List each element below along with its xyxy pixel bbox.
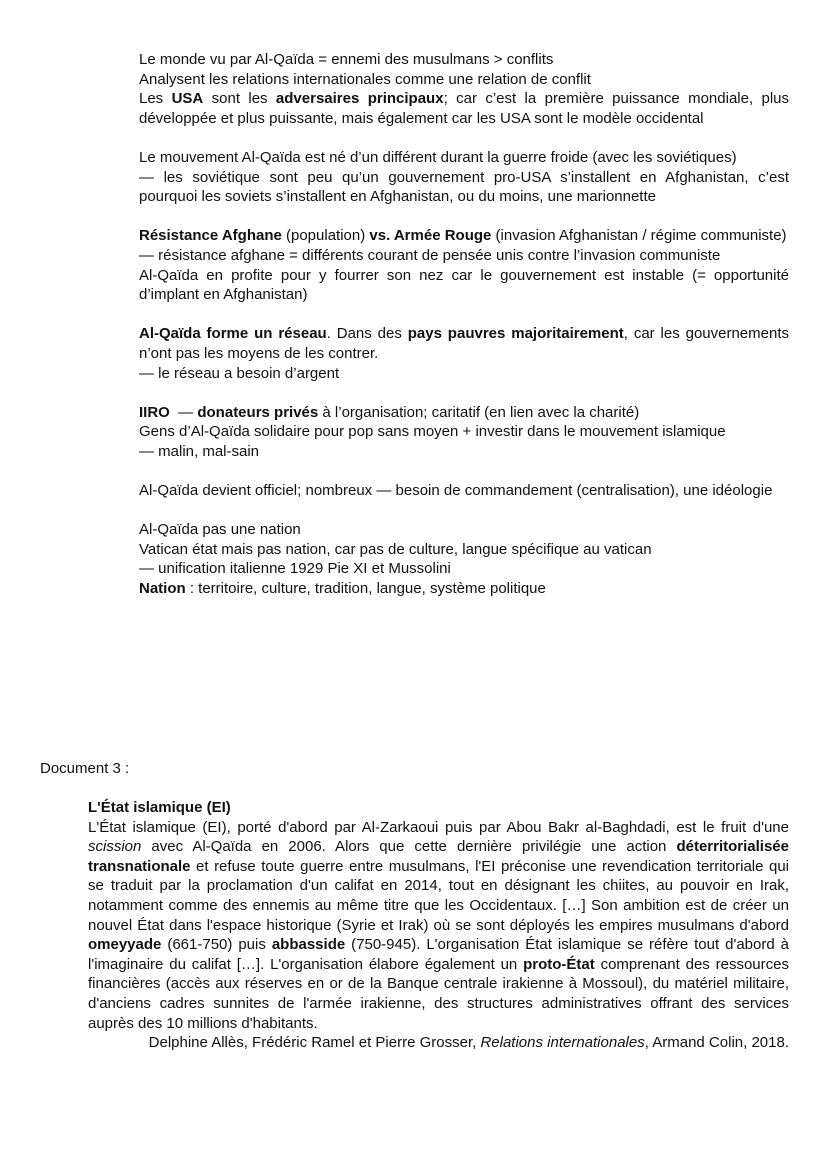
text-run: (661-750) puis	[161, 936, 272, 954]
notes-line	[139, 579, 789, 599]
notes-paragraph-resistance	[139, 226, 789, 304]
notes-line: Le mouvement Al-Qaïda est né d’un différent durant la guerre froide (avec les soviétiques)	[139, 148, 737, 166]
text-run: , car les gouvernements n’ont pas les moyens de les contrer.	[139, 325, 789, 362]
document-label: Document 3 :	[40, 760, 130, 777]
notes-line: — le réseau a besoin d’argent	[139, 364, 340, 382]
notes-line: Gens d’Al-Qaïda solidaire pour pop sans moyen + investir dans le mouvement islamique	[139, 423, 726, 441]
notes-line: — les soviétique sont peu qu’un gouvernement pro-USA s’installent en Afghanistan, c’est pourquoi les soviets s’installent en Afghanistan, ou du moins, une marionnette	[139, 168, 789, 206]
document-title-text: L'État islamique (EI)	[88, 799, 231, 816]
bold-abbasside: abbasside	[271, 936, 346, 954]
text-run: . Dans des	[326, 325, 408, 343]
text-run: (population)	[281, 227, 370, 245]
bold-reseau: Al-Qaïda forme un réseau	[139, 325, 327, 343]
text-run: (invasion Afghanistan / régime communiste)	[491, 227, 787, 245]
text-run: avec Al-Qaïda en 2006. Alors que cette dernière privilégie une action	[141, 838, 677, 856]
text-run: , Armand Colin, 2018.	[644, 1034, 789, 1052]
course-notes	[139, 50, 789, 618]
italic-scission: scission	[88, 838, 142, 856]
document-source	[88, 1033, 789, 1053]
notes-line: — malin, mal-sain	[139, 442, 260, 460]
notes-paragraph-origin	[139, 148, 789, 207]
bold-iiro: IIRO	[139, 403, 170, 421]
document-title	[88, 798, 789, 818]
notes-line: Vatican état mais pas nation, car pas de culture, langue spécifique au vatican	[139, 540, 652, 558]
notes-paragraph-network	[139, 324, 789, 383]
bold-usa: USA	[171, 90, 204, 108]
notes-line: Analysent les relations internationales comme une relation de conflit	[139, 70, 591, 88]
bold-proto-etat: proto-État	[523, 955, 595, 973]
bold-resistance: Résistance Afghane	[139, 227, 282, 245]
document-body	[88, 818, 789, 1034]
text-run: et refuse toute guerre entre musulmans, l'EI préconise une revendication territoriale qui se traduit par la proclamation d'un califat en 2014, tout en désignant les chiites, au pouvoir en Irak, notamment comme des ennemis au même titre que les Occidentaux. […] Son ambition est de créer un nouvel État dans l'espace historique (Syrie et Irak) où se sont déployés les empires musulmans d'abord	[88, 857, 789, 934]
notes-line	[139, 226, 789, 246]
notes-line	[139, 89, 789, 128]
notes-line	[139, 403, 789, 423]
bold-pays-pauvres: pays pauvres majoritairement	[407, 325, 624, 343]
text-run: L'État islamique (EI), porté d'abord par Al-Zarkaoui puis par Abou Bakr al-Baghdadi, est le fruit d'une	[88, 818, 789, 836]
document-3-excerpt	[88, 798, 789, 1053]
bold-armee-rouge: vs. Armée Rouge	[369, 227, 492, 245]
notes-paragraph-iiro	[139, 403, 789, 462]
notes-line: Al-Qaïda pas une nation	[139, 521, 301, 539]
text-run: (750-945). L'organisation État islamique se réfère tout d'abord à l'imaginaire du califat […]. L'organisation élabore également un	[88, 936, 789, 973]
text-run: ; car c’est la première puissance mondiale, plus développée et plus puissante, mais également car les USA sont le modèle occidental	[139, 90, 790, 127]
notes-line	[139, 324, 789, 363]
text-run: Delphine Allès, Frédéric Ramel et Pierre Grosser,	[148, 1034, 481, 1052]
bold-donateurs: donateurs privés	[197, 403, 319, 421]
notes-line: Le monde vu par Al-Qaïda = ennemi des musulmans > conflits	[139, 51, 554, 68]
bold-omeyyade: omeyyade	[88, 936, 162, 954]
bold-deterritorialisee: déterritorialisée transnationale	[88, 838, 789, 875]
notes-paragraph-nation	[139, 520, 789, 598]
text-run: : territoire, culture, tradition, langue, système politique	[185, 580, 546, 598]
text-run: Les	[139, 90, 172, 108]
notes-line: — résistance afghane = différents courant de pensée unis contre l’invasion communiste	[139, 246, 721, 264]
bold-nation: Nation	[139, 580, 186, 598]
text-run: à l’organisation; caritatif (en lien avec la charité)	[318, 403, 640, 421]
notes-paragraph-worldview	[139, 50, 789, 128]
notes-line: Al-Qaïda en profite pour y fourrer son nez car le gouvernement est instable (= opportunité d’implant en Afghanistan)	[139, 266, 789, 304]
notes-paragraph-official	[139, 481, 789, 501]
italic-source-title: Relations internationales	[480, 1034, 645, 1052]
text-run: sont les	[203, 90, 276, 108]
bold-adversaires: adversaires principaux	[275, 90, 444, 108]
text-run: —	[169, 403, 198, 421]
notes-line: Al-Qaïda devient officiel; nombreux — besoin de commandement (centralisation), une idéologie	[139, 482, 773, 500]
notes-line: — unification italienne 1929 Pie XI et Mussolini	[139, 560, 451, 578]
text-run: comprenant des ressources financières (accès aux réserves en or de la Banque centrale irakienne à Mossoul), du matériel militaire, d'anciens cadres sunnites de l'armée irakienne, des structures administratives offrant des services auprès des 10 millions d'habitants.	[88, 955, 789, 1032]
